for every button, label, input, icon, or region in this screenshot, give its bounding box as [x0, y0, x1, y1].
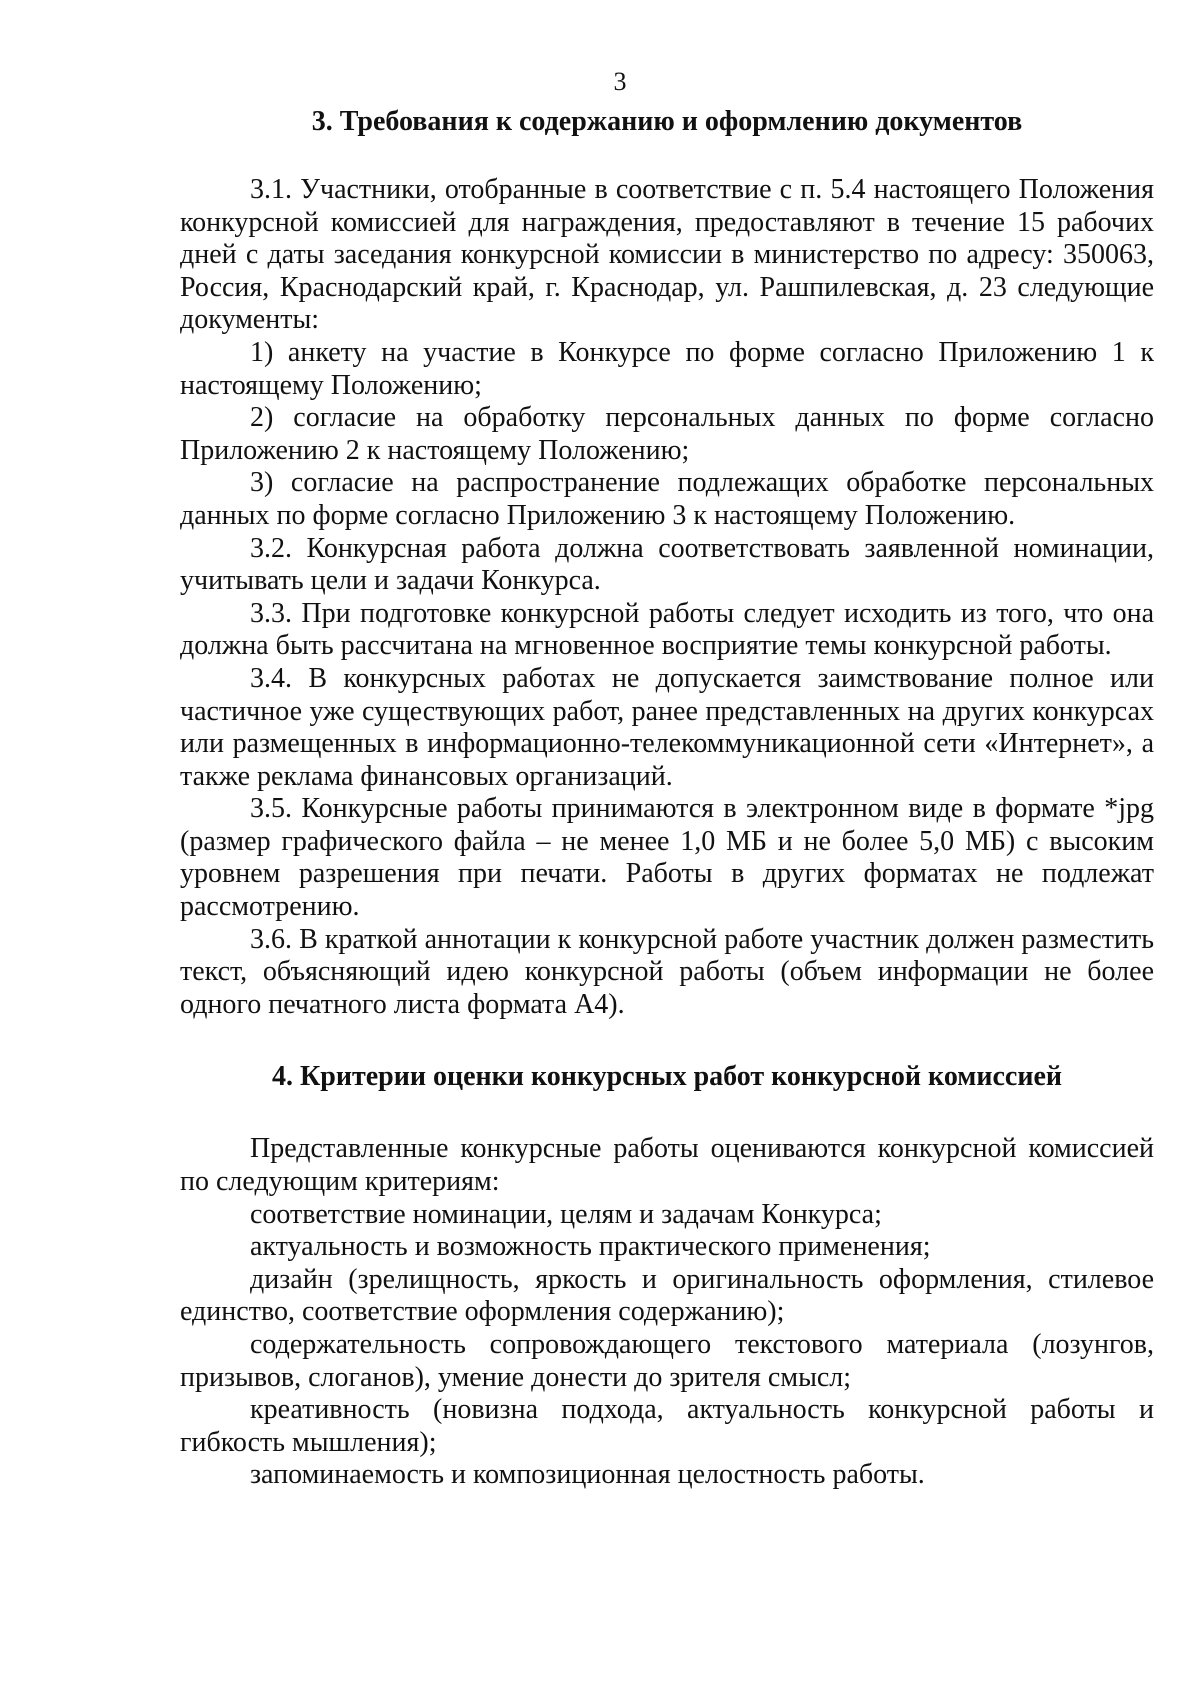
criterion-2: актуальность и возможность практического применения; [250, 1231, 931, 1263]
page-number: 3 [613, 67, 627, 96]
section-3-content [180, 174, 1154, 1021]
criterion-3: дизайн (зрелищность, яркость и оригинальность оформления, стилевое единство, соответствие оформления содержанию); [180, 1263, 1154, 1328]
criterion-5: креативность (новизна подхода, актуальность конкурсной работы и гибкость мышления); [180, 1394, 1154, 1458]
list-item-1: 1) анкету на участие в Конкурсе по форме согласно Приложению 1 к настоящему Положению; [180, 336, 1154, 401]
criterion-6: запоминаемость и композиционная целостность работы. [250, 1459, 925, 1491]
section-4-title: 4. Критерии оценки конкурсных работ конкурсной комиссией [271, 1061, 1063, 1093]
section-4-content [180, 1133, 1154, 1492]
criterion-1: соответствие номинации, целям и задачам Конкурса; [250, 1198, 882, 1230]
document-body [180, 106, 1154, 1492]
paragraph-3-2: 3.2. Конкурсная работа должна соответствовать заявленной номинации, учитывать цели и задачи Конкурса. [180, 532, 1154, 597]
criterion-4: содержательность сопровождающего текстового материала (лозунгов, призывов, слоганов), умение донести до зрителя смысл; [180, 1329, 1154, 1393]
criteria-intro: Представленные конкурсные работы оцениваются конкурсной комиссией по следующим критериям: [180, 1133, 1154, 1198]
paragraph-3-6: 3.6. В краткой аннотации к конкурсной работе участник должен разместить текст, объясняющий идею конкурсной работы (объем информации не более одного печатного листа формата А4). [180, 923, 1154, 1020]
paragraph-3-5: 3.5. Конкурсные работы принимаются в электронном виде в формате *jpg (размер графического файла – не менее 1,0 МБ и не более 5,0 МБ) с высоким уровнем разрешения при печати. Работы в других форматах не подлежат рассмотрению. [180, 793, 1154, 923]
list-item-3: 3) согласие на распространение подлежащих обработке персональных данных по форме согласно Приложению 3 к настоящему Положению. [180, 467, 1154, 531]
paragraph-3-4: 3.4. В конкурсных работах не допускается заимствование полное или частичное уже существующих работ, ранее представленных на других конкурсах или размещенных в информационно-телекоммуникационной сети «Интернет», а также реклама финансовых организаций. [180, 662, 1154, 792]
section-3-title: 3. Требования к содержанию и оформлению документов [311, 106, 1023, 137]
list-item-2: 2) согласие на обработку персональных данных по форме согласно Приложению 2 к настоящему Положению; [180, 402, 1154, 466]
paragraph-3-1: 3.1. Участники, отобранные в соответствие с п. 5.4 настоящего Положения конкурсной комиссией для награждения, предоставляют в течение 15 рабочих дней с даты заседания конкурсной комиссии в министерство по адресу: 350063, Россия, Краснодарский край, г. Краснодар, ул. Рашпилевская, д. 23 следующие документы: [180, 174, 1154, 336]
paragraph-3-3: 3.3. При подготовке конкурсной работы следует исходить из того, что она должна быть рассчитана на мгновенное восприятие темы конкурсной работы. [180, 597, 1154, 662]
